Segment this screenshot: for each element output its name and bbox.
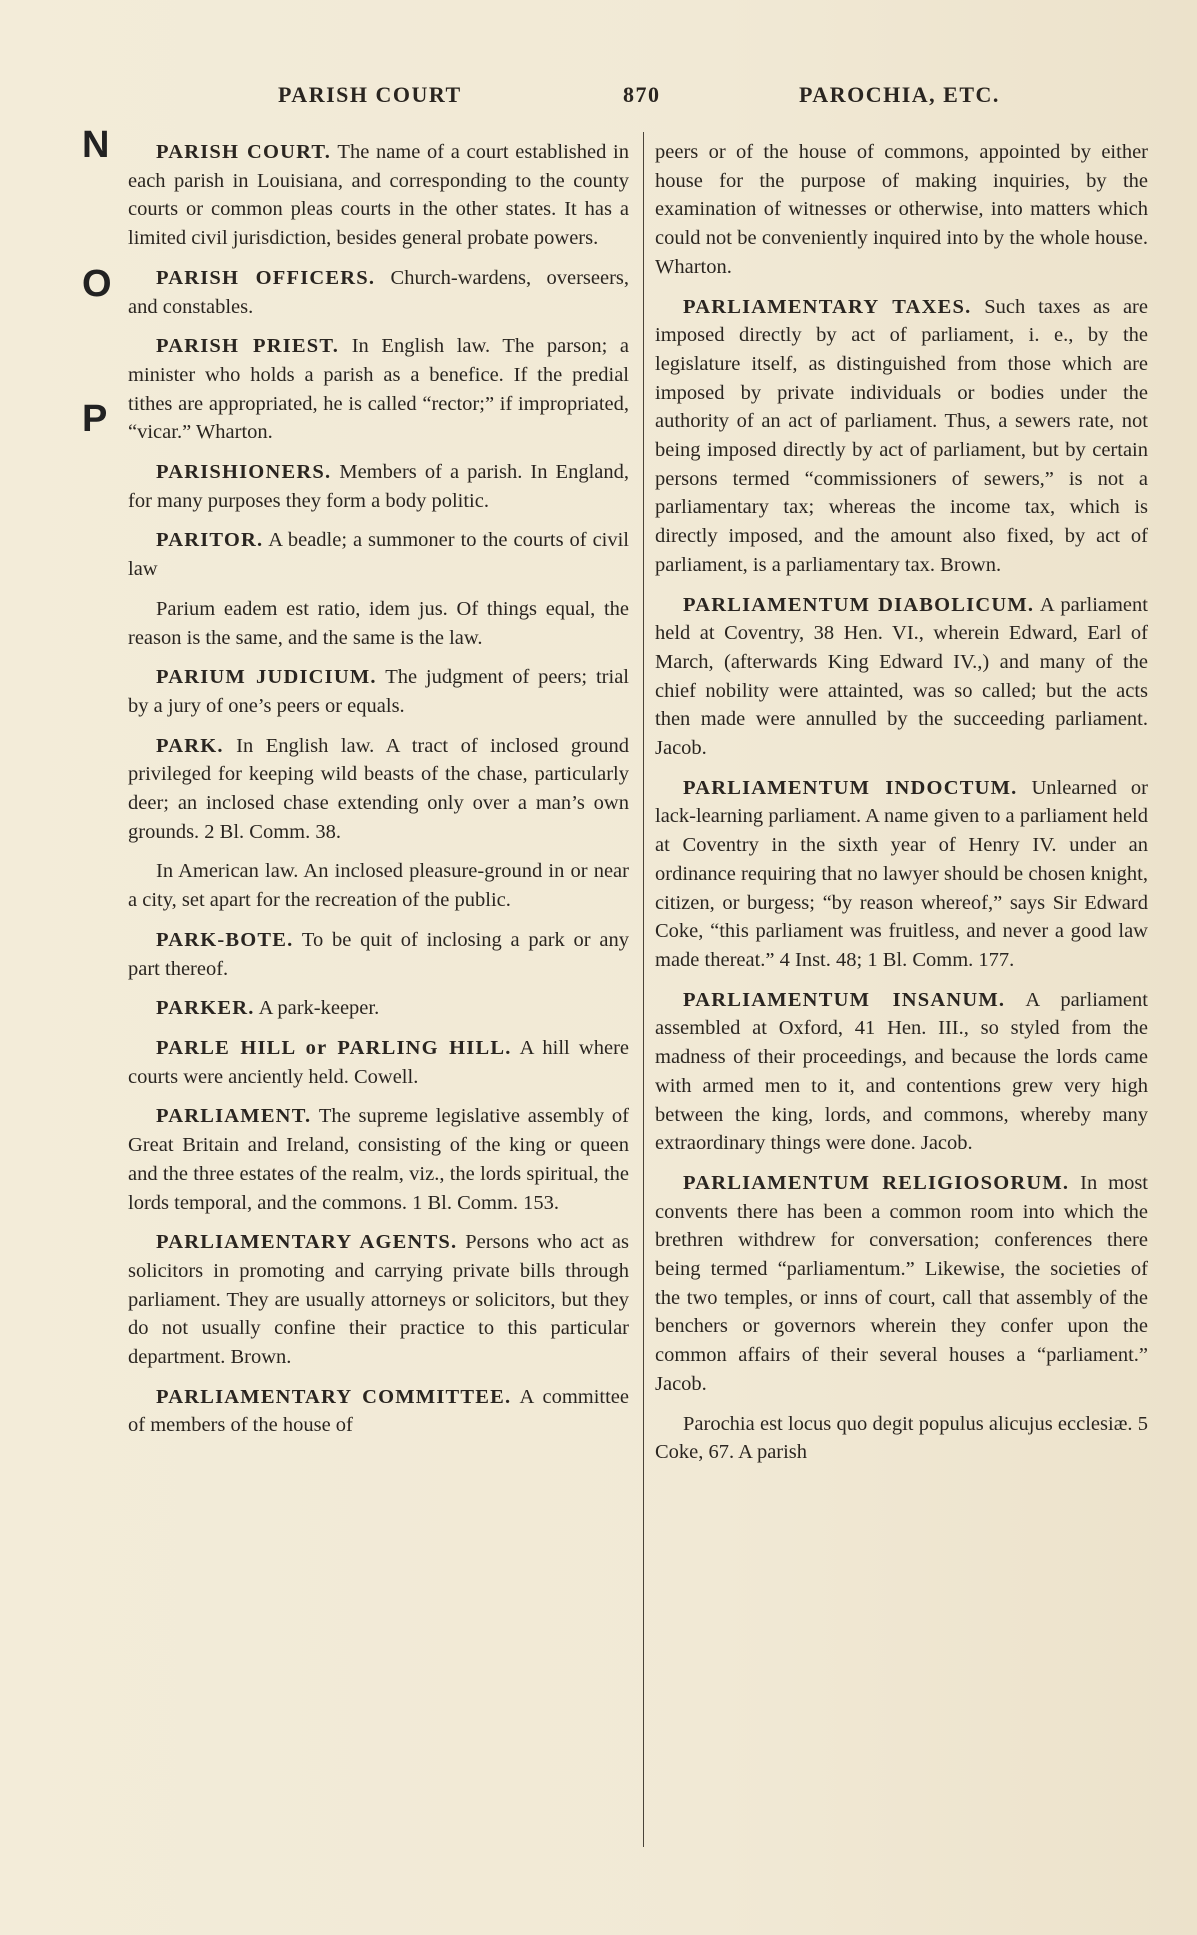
dictionary-entry	[128, 1034, 629, 1091]
entry-text: Persons who act as solicitors in promoting and carrying private bills through parliament. They are usually attorneys or solicitors, but they do not usually confine their practice to this particular department. Brown.	[128, 1231, 629, 1369]
dictionary-entry	[128, 1228, 629, 1372]
dictionary-entry	[655, 986, 1148, 1158]
entry-headword: PARITOR.	[156, 529, 264, 552]
entry-text: A committee of members of the house of	[128, 1385, 629, 1437]
entry-headword: PARK.	[156, 734, 224, 757]
entry-text: A parliament held at Coventry, 38 Hen. VI., wherein Edward, Earl of March, (afterwards King Edward IV.,) and many of the chief nobility were attainted, was so called; but the acts then made were annulled by the succeeding parliament. Jacob.	[655, 593, 1148, 760]
entry-headword: PARLIAMENTARY COMMITTEE.	[156, 1385, 512, 1408]
entry-text: Such taxes as are imposed directly by act of parliament, i. e., by the legislature itself, as distinguished from those which are imposed by private individuals or bodies under the authority of an act of parliament. Thus, a sewers rate, not being imposed directly by act of parliament, but by certain persons termed “commissioners of sewers,” is not a parliamentary tax; whereas the income tax, which is directly imposed, and the amount also fixed, by act of parliament, is a parliamentary tax. Brown.	[655, 295, 1148, 576]
entry-text: In American law. An inclosed pleasure-ground in or near a city, set apart for the recreation of the public.	[128, 860, 629, 912]
entry-text: Parium eadem est ratio, idem jus. Of things equal, the reason is the same, and the same is the law.	[128, 597, 629, 649]
entry-headword: PARLE HILL or PARLING HILL.	[156, 1036, 512, 1059]
entry-headword: PARK-BOTE.	[156, 928, 294, 951]
column-divider	[643, 132, 644, 1847]
page-number: 870	[623, 82, 661, 107]
entry-text: Parochia est locus quo degit populus alicujus ecclesiæ. 5 Coke, 67. A parish	[655, 1412, 1148, 1464]
entry-text: The supreme legislative assembly of Great Britain and Ireland, consisting of the king or queen and the three estates of the realm, viz., the lords spiritual, the lords temporal, and the commons. 1 Bl. Comm. 153.	[128, 1105, 629, 1214]
entry-text: Unlearned or lack-learning parliament. A name given to a parliament held at Coventry in the sixth year of Henry IV. under an ordinance requiring that no lawyer should be chosen knight, citizen, or burgess; “by reason whereof,” says Sir Edward Coke, “this parliament was fruitless, and never a good law made thereat.” 4 Inst. 48; 1 Bl. Comm. 177.	[655, 776, 1148, 971]
dictionary-entry	[128, 1102, 629, 1217]
entry-headword: PARLIAMENTARY AGENTS.	[156, 1231, 458, 1254]
entry-headword: PARLIAMENTARY TAXES.	[683, 295, 972, 318]
dictionary-entry	[128, 1383, 629, 1440]
entry-text: Church-wardens, overseers, and constables.	[128, 266, 629, 318]
dictionary-entry	[128, 332, 629, 447]
dictionary-entry	[655, 1410, 1148, 1467]
running-head-right: PAROCHIA, ETC.	[799, 82, 1000, 107]
entry-text: In most convents there has been a common room into which the brethren withdrew for conversation; conferences there being termed “parliamentum.” Likewise, the societies of the two temples, or inns of court, call that assembly of the benchers or governors wherein they confer upon the common affairs of their several houses a “parliament.” Jacob.	[655, 1171, 1148, 1395]
entry-text: A park-keeper.	[258, 997, 380, 1020]
entry-headword: PARLIAMENTUM DIABOLICUM.	[683, 593, 1035, 616]
dictionary-entry	[655, 591, 1148, 763]
dictionary-entry	[655, 1169, 1148, 1399]
running-head-left: PARISH COURT	[278, 82, 462, 107]
entry-text: To be quit of inclosing a park or any part thereof.	[128, 928, 629, 980]
dictionary-entry	[128, 138, 629, 253]
dictionary-entry	[128, 526, 629, 583]
dictionary-entry	[128, 857, 629, 914]
entry-headword: PARISHIONERS.	[156, 461, 332, 484]
dictionary-entry	[128, 994, 629, 1023]
entry-headword: PARLIAMENTUM INDOCTUM.	[683, 776, 1018, 799]
entry-text: In English law. A tract of inclosed ground privileged for keeping wild beasts of the chase, particularly deer; an inclosed chase extending only over a man’s own grounds. 2 Bl. Comm. 38.	[128, 734, 630, 843]
dictionary-entry	[655, 293, 1148, 580]
entry-headword: PARLIAMENT.	[156, 1105, 312, 1128]
entry-text: A beadle; a summoner to the courts of civil law	[128, 529, 630, 581]
entry-text: A hill where courts were anciently held. Cowell.	[128, 1036, 629, 1088]
entry-text: The judgment of peers; trial by a jury of one’s peers or equals.	[128, 666, 629, 717]
dictionary-entry	[128, 732, 629, 847]
entry-headword: PARISH COURT.	[156, 141, 332, 163]
entry-headword: PARLIAMENTUM INSANUM.	[683, 988, 1006, 1011]
entry-text: The name of a court established in each parish in Louisiana, and corresponding to the county courts or common pleas courts in the other states. It has a limited civil jurisdiction, besides general probate powers.	[128, 141, 629, 250]
entry-headword: PARISH PRIEST.	[156, 335, 340, 358]
entry-text: In English law. The parson; a minister who holds a parish as a benefice. If the predial tithes are appropriated, he is called “rector;” if impropriated, “vicar.” Wharton.	[128, 335, 630, 444]
running-head	[0, 82, 1197, 112]
thumb-index-n[interactable]: N	[82, 124, 110, 166]
entry-headword: PARKER.	[156, 997, 255, 1020]
thumb-index-p[interactable]: P	[82, 398, 108, 440]
entry-headword: PARISH OFFICERS.	[156, 266, 376, 289]
dictionary-entry	[128, 264, 629, 321]
entry-text: A parliament assembled at Oxford, 41 Hen. III., so styled from the madness of their proceedings, and because the lords came with armed men to it, and contentions grew very high between the king, lords, and commons, whereby many extraordinary things were done. Jacob.	[655, 988, 1148, 1155]
entry-text: peers or of the house of commons, appointed by either house for the purpose of making inquiries, by the examination of witnesses or otherwise, into matters which could not be conveniently inquired into by the whole house. Wharton.	[655, 141, 1148, 278]
thumb-index-o[interactable]: O	[82, 263, 112, 305]
dictionary-entry	[128, 926, 629, 983]
dictionary-entry	[655, 774, 1148, 975]
entry-headword: PARLIAMENTUM RELIGIOSORUM.	[683, 1171, 1070, 1194]
dictionary-entry	[128, 663, 629, 720]
entry-text: Members of a parish. In England, for many purposes they form a body politic.	[128, 461, 629, 512]
dictionary-entry	[655, 138, 1148, 282]
left-column	[128, 138, 629, 1451]
dictionary-entry	[128, 595, 629, 652]
right-column	[655, 138, 1148, 1478]
entry-headword: PARIUM JUDICIUM.	[156, 666, 377, 689]
dictionary-entry	[128, 458, 629, 515]
